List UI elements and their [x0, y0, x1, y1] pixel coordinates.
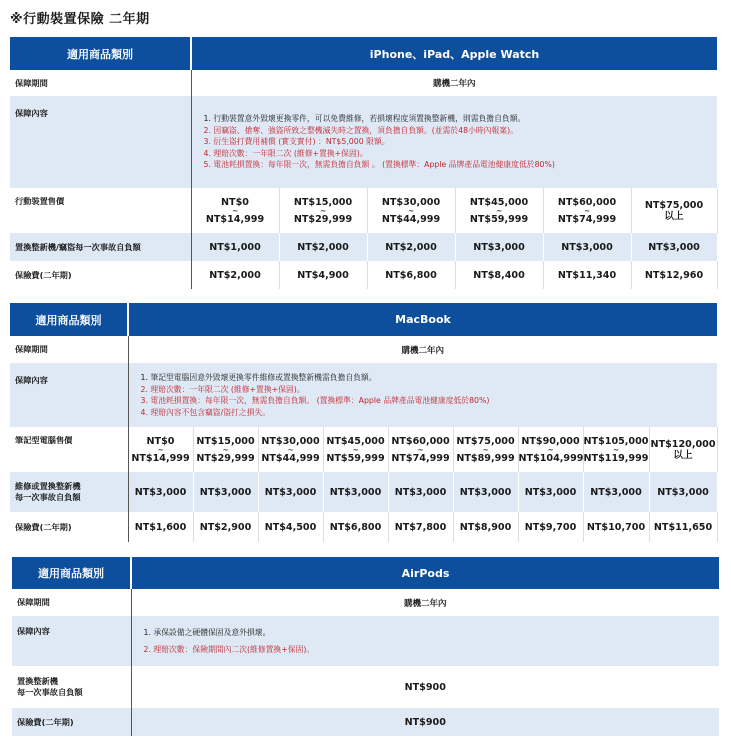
deductible-value: NT$3,000 — [518, 472, 583, 512]
macbook-plan-table — [10, 303, 718, 542]
period-label: 保障期間 — [10, 336, 128, 363]
deductible-label-line1: 置換整新機 — [17, 676, 58, 686]
deductible-value: NT$3,000 — [649, 472, 717, 512]
content-line: 4. 理賠內容不包含竊盜/盜打之損失。 — [140, 407, 270, 417]
premium-label: 保險費(二年期) — [12, 708, 131, 736]
price-range — [191, 188, 279, 233]
premium-value: NT$2,900 — [193, 512, 258, 542]
price-to: NT$44,999 — [381, 213, 441, 225]
price-from: NT$30,000 — [381, 196, 441, 208]
deductible-label — [10, 472, 128, 512]
price-to: NT$59,999 — [469, 213, 529, 225]
price-to: NT$104,999 — [518, 452, 584, 464]
iphone-plan-table — [10, 37, 718, 289]
content-label: 保障內容 — [10, 363, 128, 427]
category-header: 適用商品類別 — [10, 37, 191, 70]
product-header: AirPods — [131, 557, 719, 589]
content-list — [131, 616, 719, 666]
deductible-label-line1: 維修或置換整新機 — [15, 481, 81, 491]
premium-value: NT$8,400 — [455, 261, 543, 289]
category-header: 適用商品類別 — [10, 303, 128, 336]
airpods-plan-table — [12, 557, 719, 736]
price-tilde: ~ — [547, 445, 554, 454]
content-label: 保障內容 — [12, 616, 131, 666]
premium-value: NT$10,700 — [583, 512, 649, 542]
premium-value: NT$1,600 — [128, 512, 193, 542]
price-from: NT$45,000 — [469, 196, 529, 208]
period-value: 購機二年內 — [128, 336, 717, 363]
deductible-value: NT$1,000 — [191, 233, 279, 261]
premium-value: NT$11,340 — [543, 261, 631, 289]
category-header: 適用商品類別 — [12, 557, 131, 589]
premium-value: NT$8,900 — [453, 512, 518, 542]
deductible-value: NT$3,000 — [453, 472, 518, 512]
period-value: 購機二年內 — [191, 70, 717, 96]
page-title: ※行動裝置保險 二年期 — [10, 12, 150, 27]
price-from: NT$0 — [146, 435, 175, 447]
content-line: 1. 行動裝置意外毀壞更換零件，可以免費維修，若損壞程度須置換整新機，則需負擔自負額。 — [203, 114, 526, 124]
premium-value: NT$11,650 — [649, 512, 717, 542]
price-from: NT$60,000 — [557, 196, 617, 208]
deductible-value: NT$3,000 — [193, 472, 258, 512]
price-range — [367, 188, 455, 233]
deductible-label: 置換整新機/竊盜每一次事故自負額 — [10, 233, 191, 261]
price-range — [518, 427, 583, 472]
deductible-value: NT$3,000 — [323, 472, 388, 512]
deductible-value: NT$3,000 — [631, 233, 717, 261]
deductible-value: NT$3,000 — [583, 472, 649, 512]
content-line: 1. 承保設備之硬體保固及意外損壞。 — [143, 627, 271, 637]
premium-value: NT$7,800 — [388, 512, 453, 542]
product-header: iPhone、iPad、Apple Watch — [191, 37, 717, 70]
price-from: NT$30,000 — [261, 435, 320, 447]
price-from: NT$15,000 — [196, 435, 255, 447]
price-range — [388, 427, 453, 472]
deductible-value: NT$3,000 — [455, 233, 543, 261]
price-label: 筆記型電腦售價 — [10, 427, 128, 472]
price-to: NT$29,999 — [196, 452, 255, 464]
period-label: 保障期間 — [10, 70, 191, 96]
content-label: 保障內容 — [10, 96, 191, 188]
deductible-value: NT$3,000 — [258, 472, 323, 512]
premium-value: NT$12,960 — [631, 261, 717, 289]
price-range — [543, 188, 631, 233]
content-list — [191, 96, 717, 188]
content-line: 2. 理賠次數：一年限二次 (維修+置換+保固)。 — [140, 384, 305, 394]
deductible-value: NT$2,000 — [367, 233, 455, 261]
price-range — [583, 427, 649, 472]
price-tilde: ~ — [482, 445, 489, 454]
price-tilde: ~ — [320, 206, 326, 215]
price-range — [455, 188, 543, 233]
price-to: NT$14,999 — [131, 452, 190, 464]
premium-value: NT$9,700 — [518, 512, 583, 542]
deductible-value: NT$3,000 — [543, 233, 631, 261]
price-tilde: ~ — [496, 206, 502, 215]
price-tilde: ~ — [584, 206, 590, 215]
price-range — [128, 427, 193, 472]
premium-value: NT$6,800 — [323, 512, 388, 542]
price-to: 以上 — [673, 449, 693, 461]
premium-value: NT$900 — [131, 708, 719, 736]
price-to: 以上 — [664, 210, 684, 222]
price-label: 行動裝置售價 — [10, 188, 191, 233]
price-range — [323, 427, 388, 472]
price-to: NT$74,999 — [557, 213, 617, 225]
content-line: 3. 衍生盜打費用補償 (實支實付) ：NT$5,000 限額。 — [203, 137, 390, 147]
price-from: NT$0 — [221, 196, 249, 208]
period-value: 購機二年內 — [131, 589, 719, 616]
premium-value: NT$6,800 — [367, 261, 455, 289]
price-tilde: ~ — [352, 445, 359, 454]
deductible-label-line2: 每一次事故自負額 — [15, 492, 81, 502]
content-line: 2. 因竊盜、搶奪、強盜所致之整機滅失時之置換，須負擔自負額。(並需於48小時內報案)。 — [203, 125, 518, 135]
price-from: NT$45,000 — [326, 435, 385, 447]
deductible-value: NT$2,000 — [279, 233, 367, 261]
period-label: 保障期間 — [12, 589, 131, 616]
price-tilde: ~ — [232, 206, 238, 215]
price-range — [258, 427, 323, 472]
price-to: NT$59,999 — [326, 452, 385, 464]
price-tilde: ~ — [417, 445, 424, 454]
price-from: NT$15,000 — [293, 196, 353, 208]
product-header: MacBook — [128, 303, 717, 336]
price-to: NT$74,999 — [391, 452, 450, 464]
price-tilde: ~ — [157, 445, 164, 454]
price-tilde: ~ — [222, 445, 229, 454]
content-line: 2. 理賠次數：保險期間內二次(維修置換+保固)。 — [143, 645, 315, 654]
price-tilde: ~ — [287, 445, 294, 454]
price-to: NT$44,999 — [261, 452, 320, 464]
deductible-label-line2: 每一次事故自負額 — [17, 687, 83, 697]
content-line: 1. 筆記型電腦因意外毀壞更換零件維修或置換整新機需負擔自負額。 — [140, 373, 377, 382]
price-tilde: ~ — [408, 206, 414, 215]
price-to: NT$14,999 — [205, 213, 265, 225]
price-tilde: ~ — [613, 445, 619, 454]
price-from: NT$120,000 — [650, 438, 716, 450]
deductible-value: NT$900 — [131, 666, 719, 708]
price-range — [649, 427, 717, 472]
premium-value: NT$4,500 — [258, 512, 323, 542]
price-to: NT$119,999 — [583, 452, 649, 464]
deductible-label — [12, 666, 131, 708]
premium-value: NT$2,000 — [191, 261, 279, 289]
price-range — [453, 427, 518, 472]
price-from: NT$90,000 — [521, 435, 580, 447]
price-range — [631, 188, 717, 233]
deductible-value: NT$3,000 — [388, 472, 453, 512]
price-from: NT$75,000 — [456, 435, 515, 447]
premium-value: NT$4,900 — [279, 261, 367, 289]
content-line: 3. 電池耗損置換：每年限一次，無需負擔自負額。 (置換標準：Apple 品牌產品電池健康度低於80%) — [140, 396, 490, 405]
price-to: NT$29,999 — [293, 213, 353, 225]
premium-label: 保險費(二年期) — [10, 512, 128, 542]
premium-label: 保險費(二年期) — [10, 261, 191, 289]
content-list — [128, 363, 717, 427]
price-range — [193, 427, 258, 472]
content-line: 4. 理賠次數：一年限二次 (維修+置換+保固)。 — [203, 148, 368, 158]
price-from: NT$60,000 — [391, 435, 450, 447]
price-from: NT$75,000 — [644, 199, 704, 211]
price-from: NT$105,000 — [583, 435, 649, 447]
price-range — [279, 188, 367, 233]
deductible-value: NT$3,000 — [128, 472, 193, 512]
price-to: NT$89,999 — [456, 452, 515, 464]
content-line: 5. 電池耗損置換：每年限一次，無需負擔自負額 。 (置換標準：Apple 品牌產品電池健康度低於80%) — [203, 160, 555, 170]
